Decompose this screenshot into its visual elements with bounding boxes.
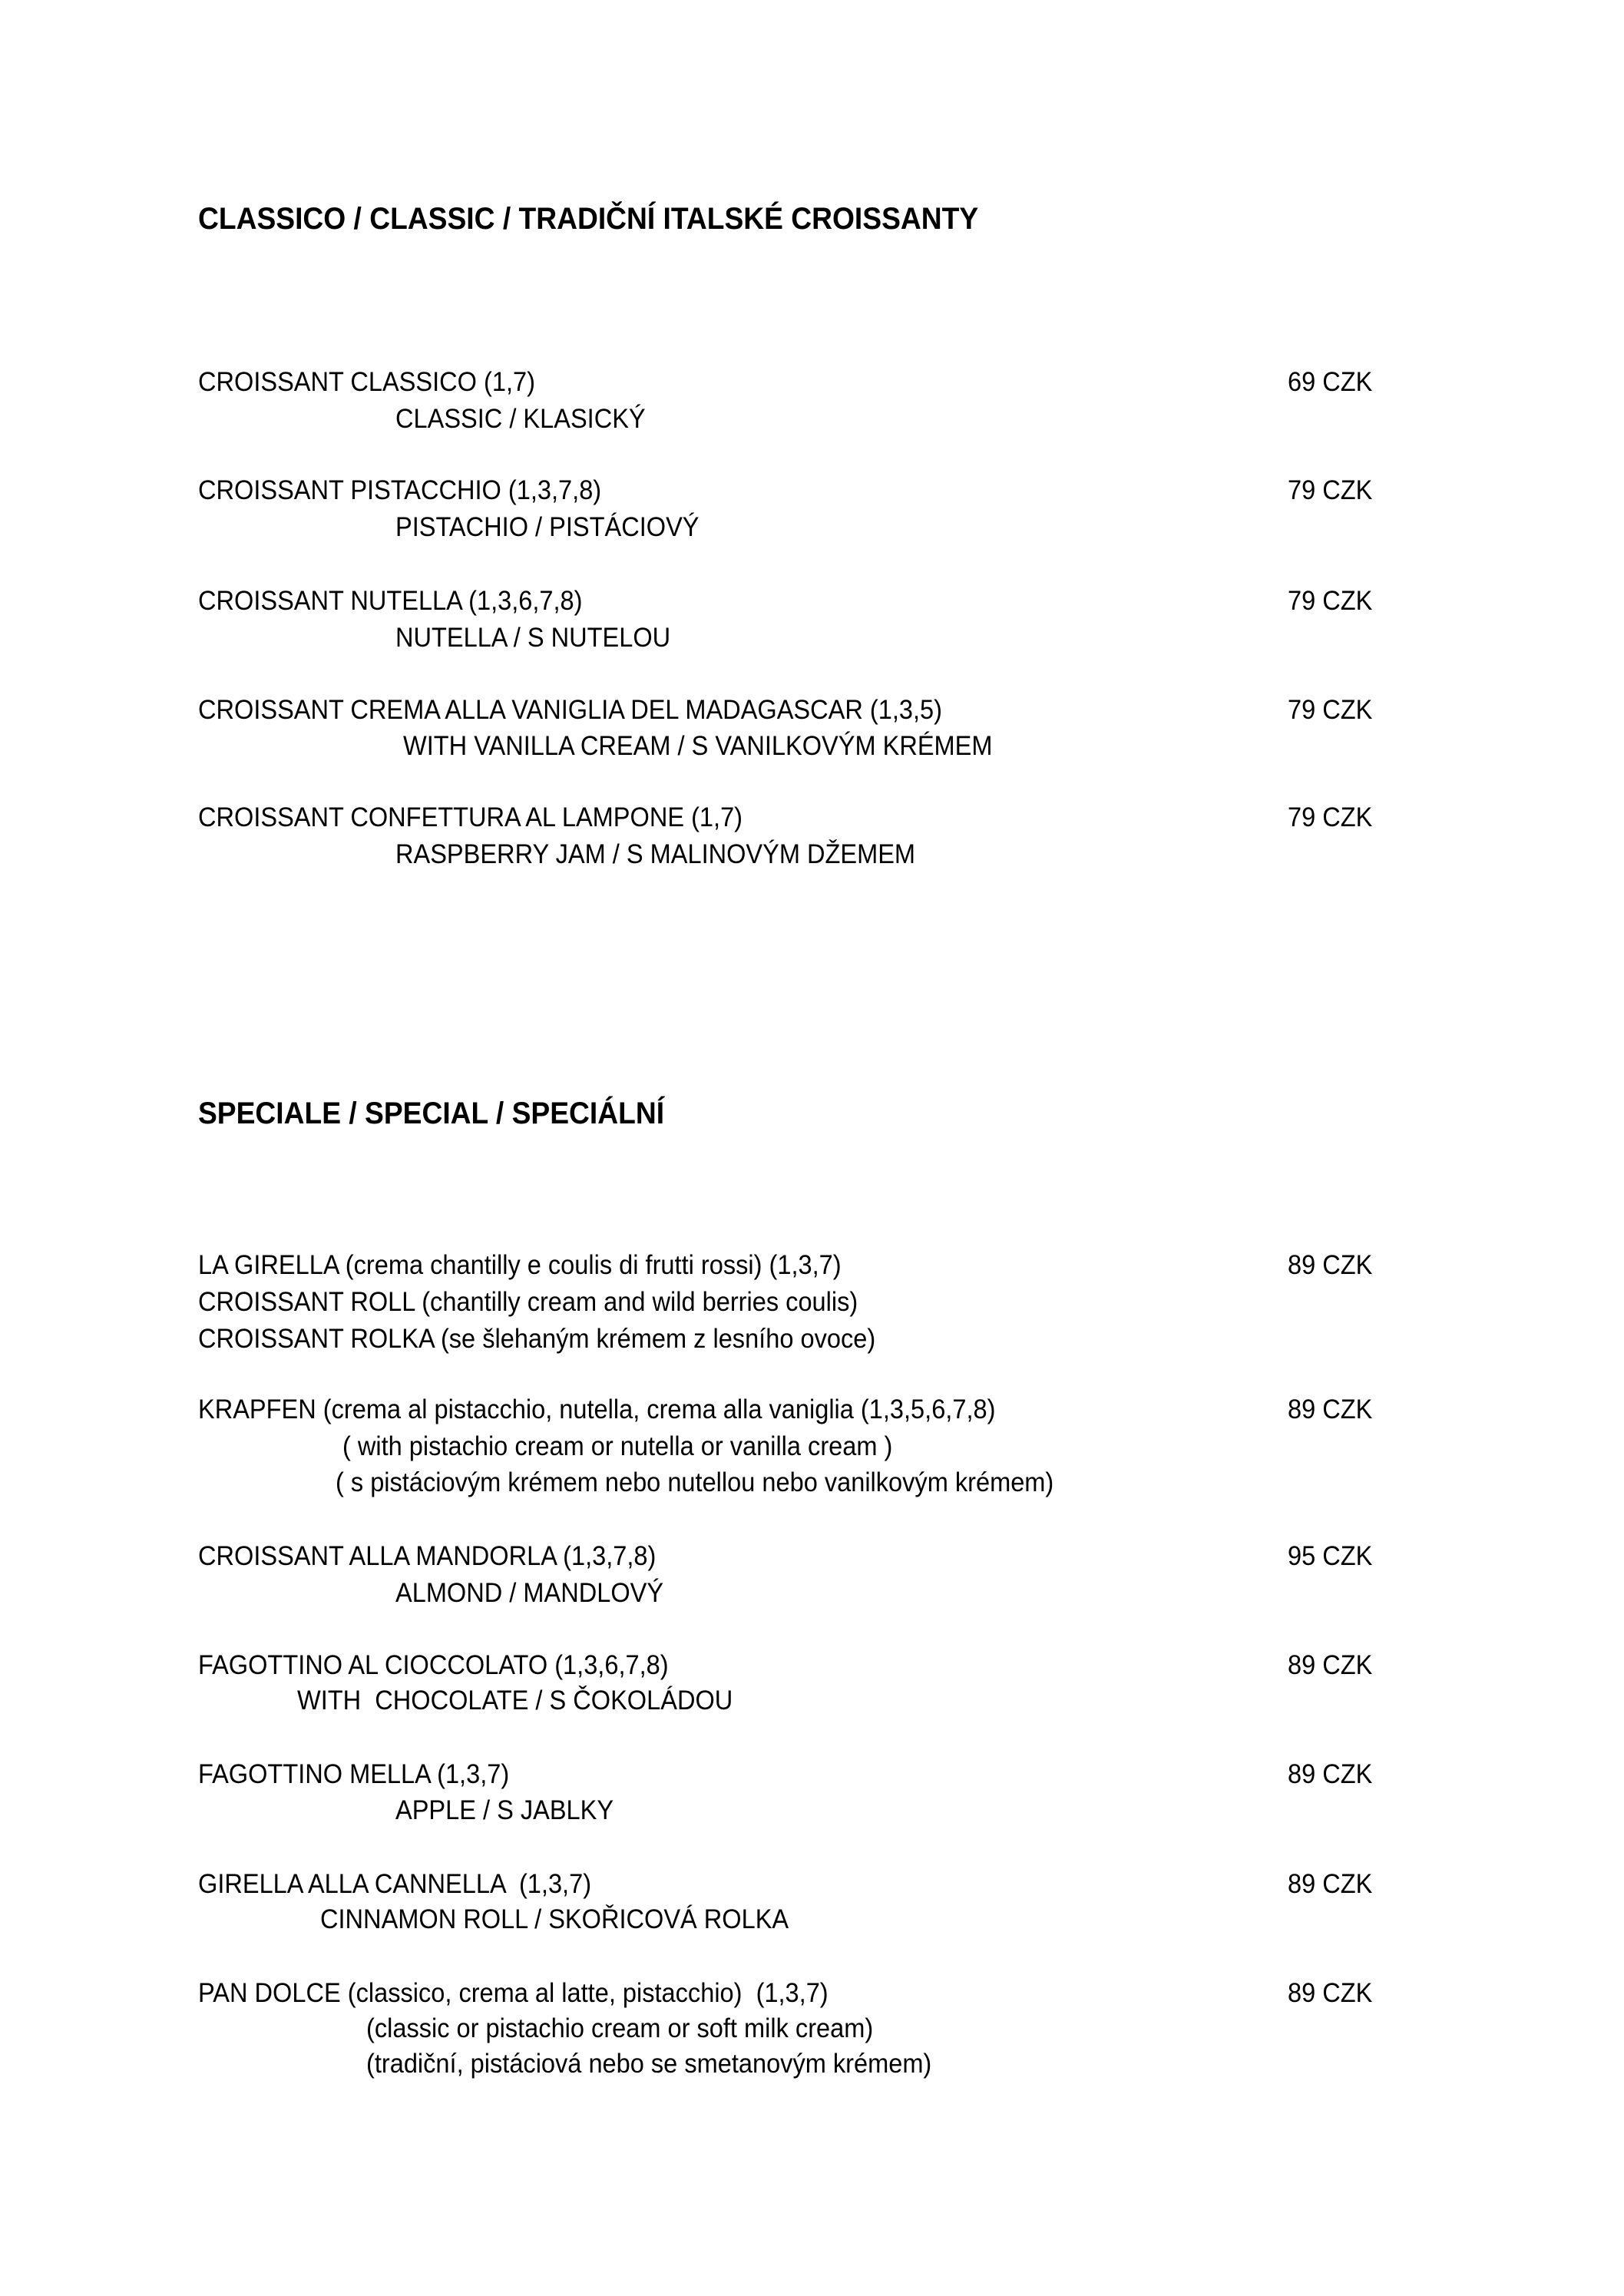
item-price: 89 CZK [1288, 1759, 1373, 1789]
item-name: PAN DOLCE (classico, crema al latte, pistacchio) (1,3,7) [198, 1978, 829, 2008]
item-price: 79 CZK [1288, 586, 1373, 616]
item-subtitle: CINNAMON ROLL / SKOŘICOVÁ ROLKA [320, 1904, 789, 1934]
item-subtitle: ( s pistáciovým krémem nebo nutellou nebo vanilkovým krémem) [336, 1467, 1054, 1497]
item-subtitle: ALMOND / MANDLOVÝ [395, 1578, 664, 1608]
item-price: 89 CZK [1288, 1250, 1373, 1280]
item-subtitle: CROISSANT ROLL (chantilly cream and wild berries coulis) [198, 1287, 858, 1317]
section-heading-special: SPECIALE / SPECIAL / SPECIÁLNÍ [198, 1097, 665, 1130]
item-subtitle: WITH CHOCOLATE / S ČOKOLÁDOU [297, 1686, 733, 1715]
item-subtitle: PISTACHIO / PISTÁCIOVÝ [395, 512, 700, 542]
item-price: 95 CZK [1288, 1541, 1373, 1571]
item-price: 89 CZK [1288, 1650, 1373, 1680]
item-name: KRAPFEN (crema al pistacchio, nutella, crema alla vaniglia (1,3,5,6,7,8) [198, 1394, 996, 1424]
item-price: 69 CZK [1288, 367, 1373, 397]
item-price: 79 CZK [1288, 695, 1373, 725]
item-subtitle: (classic or pistachio cream or soft milk cream) [366, 2013, 874, 2043]
item-name: CROISSANT NUTELLA (1,3,6,7,8) [198, 586, 583, 616]
item-price: 79 CZK [1288, 802, 1373, 832]
item-name: LA GIRELLA (crema chantilly e coulis di frutti rossi) (1,3,7) [198, 1250, 842, 1280]
item-name: GIRELLA ALLA CANNELLA (1,3,7) [198, 1869, 592, 1899]
item-price: 89 CZK [1288, 1394, 1373, 1424]
item-subtitle: (tradiční, pistáciová nebo se smetanovým krémem) [366, 2049, 932, 2079]
item-name: CROISSANT CLASSICO (1,7) [198, 367, 535, 397]
item-price: 89 CZK [1288, 1869, 1373, 1899]
section-heading-classic: CLASSICO / CLASSIC / TRADIČNÍ ITALSKÉ CROISSANTY [198, 202, 979, 236]
item-price: 79 CZK [1288, 475, 1373, 505]
item-subtitle: CROISSANT ROLKA (se šlehaným krémem z lesního ovoce) [198, 1324, 876, 1354]
item-subtitle: APPLE / S JABLKY [395, 1795, 614, 1825]
item-price: 89 CZK [1288, 1978, 1373, 2008]
item-subtitle: CLASSIC / KLASICKÝ [395, 404, 646, 434]
item-subtitle: RASPBERRY JAM / S MALINOVÝM DŽEMEM [395, 839, 916, 869]
item-name: CROISSANT CONFETTURA AL LAMPONE (1,7) [198, 802, 743, 832]
item-name: FAGOTTINO AL CIOCCOLATO (1,3,6,7,8) [198, 1650, 669, 1680]
item-name: CROISSANT ALLA MANDORLA (1,3,7,8) [198, 1541, 657, 1571]
item-name: CROISSANT PISTACCHIO (1,3,7,8) [198, 475, 602, 505]
item-subtitle: NUTELLA / S NUTELOU [395, 623, 671, 653]
item-name: CROISSANT CREMA ALLA VANIGLIA DEL MADAGASCAR (1,3,5) [198, 695, 942, 725]
item-name: FAGOTTINO MELLA (1,3,7) [198, 1759, 510, 1789]
item-subtitle: WITH VANILLA CREAM / S VANILKOVÝM KRÉMEM [403, 731, 993, 761]
item-subtitle: ( with pistachio cream or nutella or vanilla cream ) [342, 1431, 893, 1461]
